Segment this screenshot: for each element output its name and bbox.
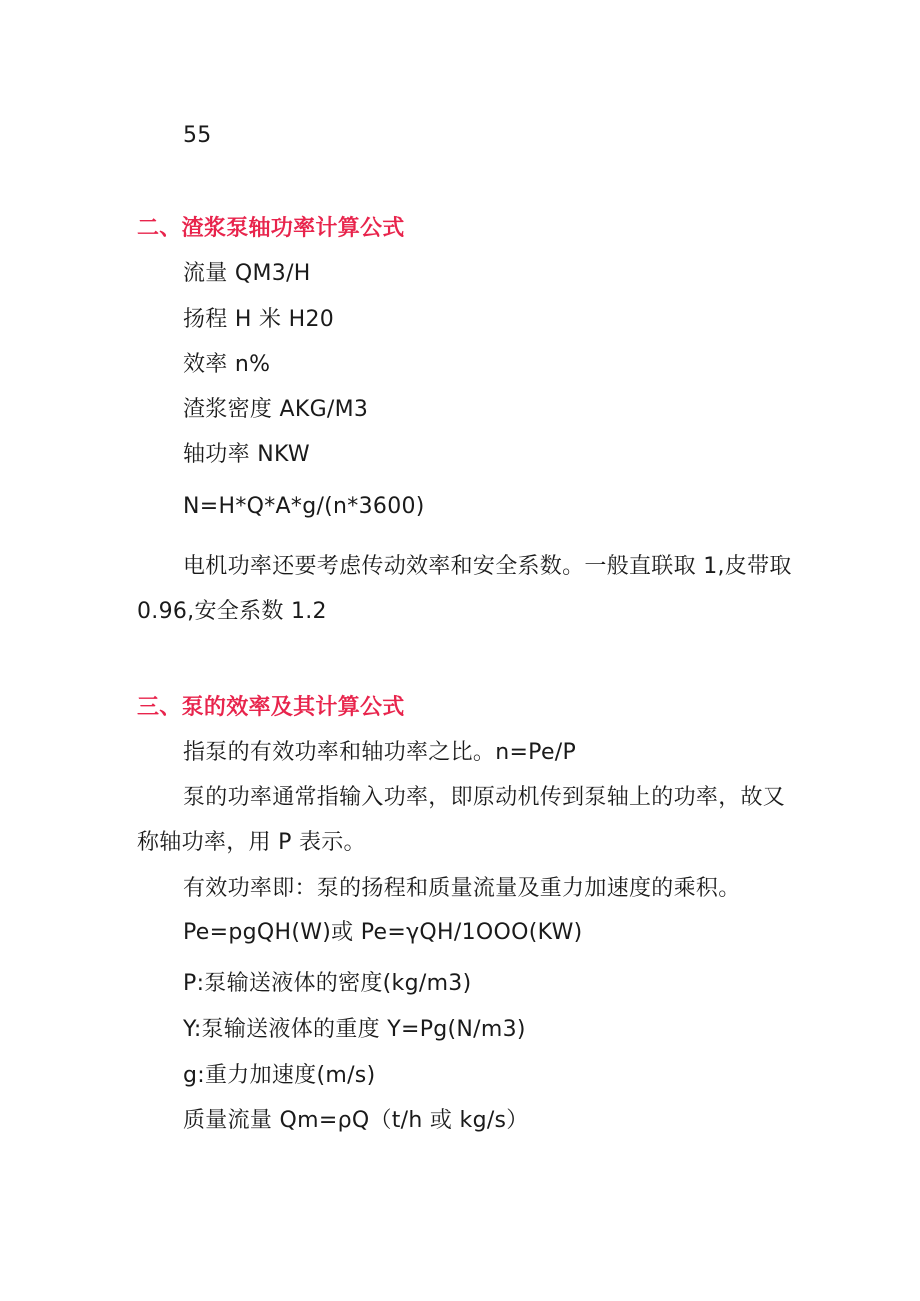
shaft-power-line: 轴功率 NKW bbox=[183, 442, 310, 467]
efficiency-definition: 指泵的有效功率和轴功率之比。n=Pe/P bbox=[183, 740, 577, 765]
head-line: 扬程 H 米 H20 bbox=[183, 307, 335, 332]
mass-flow-definition: 质量流量 Qm=ρQ（t/h 或 kg/s） bbox=[183, 1108, 529, 1133]
shaft-power-formula: N=H*Q*A*g/(n*3600) bbox=[183, 494, 425, 519]
pump-power-para-line-1: 泵的功率通常指输入功率，即原动机传到泵轴上的功率，故又 bbox=[183, 785, 786, 810]
specific-weight-definition: Y:泵输送液体的重度 Y=Pg(N/m3) bbox=[183, 1017, 526, 1042]
section-2-heading: 二、渣浆泵轴功率计算公式 bbox=[137, 216, 405, 241]
pump-power-para-line-2: 称轴功率，用 P 表示。 bbox=[137, 830, 366, 855]
section-3-heading: 三、泵的效率及其计算公式 bbox=[137, 695, 405, 720]
page-number: 55 bbox=[183, 123, 212, 148]
motor-power-para-line-2: 0.96,安全系数 1.2 bbox=[137, 599, 327, 624]
density-definition: P:泵输送液体的密度(kg/m3) bbox=[183, 971, 472, 996]
motor-power-para-line-1: 电机功率还要考虑传动效率和安全系数。一般直联取 1,皮带取 bbox=[183, 554, 792, 579]
density-line: 渣浆密度 AKG/M3 bbox=[183, 397, 369, 422]
gravity-definition: g:重力加速度(m/s) bbox=[183, 1063, 376, 1088]
effective-power-formula: Pe=pgQH(W)或 Pe=γQH/1OOO(KW) bbox=[183, 920, 583, 945]
efficiency-line: 效率 n% bbox=[183, 352, 271, 377]
effective-power-definition: 有效功率即：泵的扬程和质量流量及重力加速度的乘积。 bbox=[183, 876, 741, 901]
flow-line: 流量 QM3/H bbox=[183, 261, 311, 286]
